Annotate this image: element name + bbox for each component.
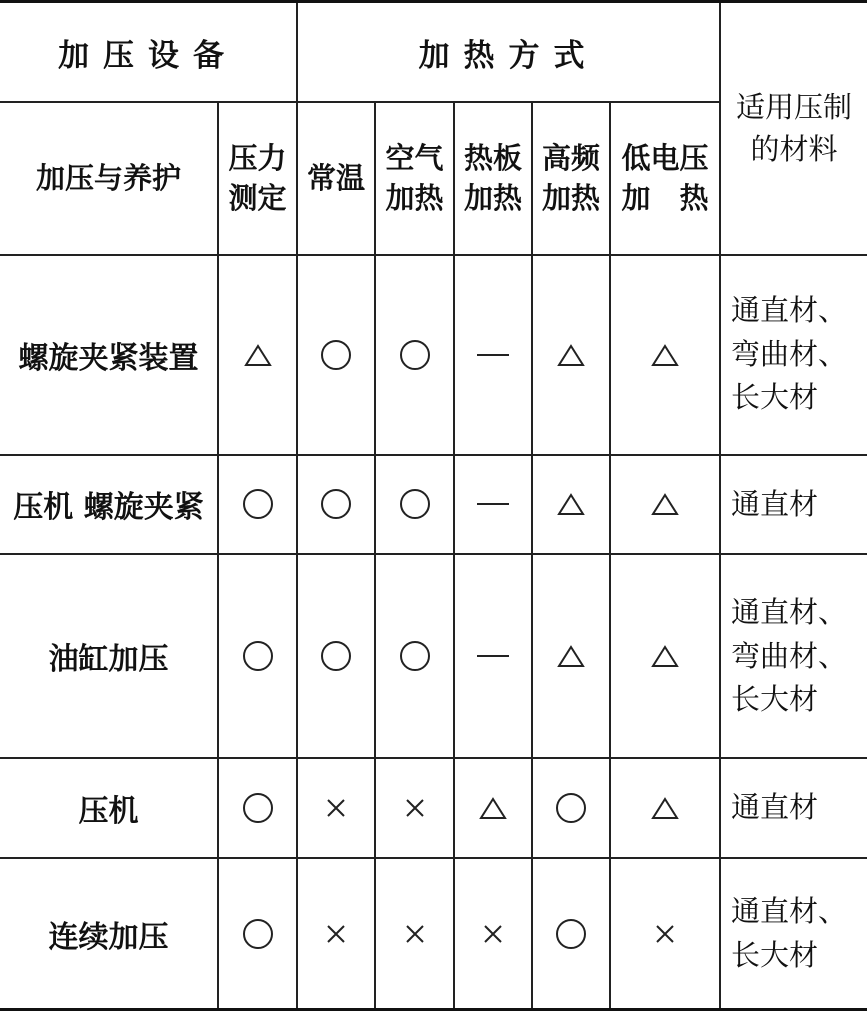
triangle-mark-icon	[554, 338, 588, 372]
cell-air-heating	[375, 255, 454, 455]
cell-pressure-measure	[218, 455, 297, 555]
row-label-equipment: 油缸加压	[0, 554, 218, 758]
header-heating-method: 加热方式	[297, 2, 720, 103]
circle-mark-icon	[554, 791, 588, 825]
cell-air-heating	[375, 758, 454, 858]
circle-mark-icon	[319, 639, 353, 673]
cell-pressure-measure	[218, 758, 297, 858]
header-equipment: 加压设备	[0, 2, 297, 103]
cell-air-heating	[375, 455, 454, 555]
dash-mark-icon	[473, 639, 513, 673]
cell-low-voltage-heating	[610, 455, 720, 555]
circle-mark-icon	[554, 917, 588, 951]
cell-pressure-measure	[218, 554, 297, 758]
triangle-mark-icon	[648, 791, 682, 825]
header-pressure-measure: 压力 测定	[218, 102, 297, 254]
cell-suitable-materials: 通直材、 弯曲材、 长大材	[720, 255, 867, 455]
triangle-mark-icon	[554, 639, 588, 673]
cell-air-heating	[375, 554, 454, 758]
cell-suitable-materials: 通直材、 弯曲材、 长大材	[720, 554, 867, 758]
header-press-and-cure: 加压与养护	[0, 102, 218, 254]
circle-mark-icon	[241, 791, 275, 825]
cell-high-frequency-heating	[532, 858, 610, 1009]
table-row	[0, 758, 867, 858]
table-row	[0, 255, 867, 455]
circle-mark-icon	[319, 338, 353, 372]
cell-high-frequency-heating	[532, 554, 610, 758]
cell-room-temp	[297, 858, 375, 1009]
cell-suitable-materials: 通直材	[720, 455, 867, 555]
header-hot-plate-heating: 热板 加热	[454, 102, 532, 254]
table-row	[0, 858, 867, 1009]
cell-low-voltage-heating	[610, 255, 720, 455]
row-label-equipment: 螺旋夹紧装置	[0, 255, 218, 455]
cell-suitable-materials: 通直材	[720, 758, 867, 858]
row-label-equipment: 压机	[0, 758, 218, 858]
cell-air-heating	[375, 858, 454, 1009]
triangle-mark-icon	[476, 791, 510, 825]
circle-mark-icon	[241, 487, 275, 521]
cell-room-temp	[297, 554, 375, 758]
row-label-equipment: 压机 螺旋夹紧	[0, 455, 218, 555]
header-room-temp: 常温	[297, 102, 375, 254]
cross-mark-icon	[319, 791, 353, 825]
circle-mark-icon	[319, 487, 353, 521]
cell-hot-plate-heating	[454, 758, 532, 858]
cell-low-voltage-heating	[610, 858, 720, 1009]
circle-mark-icon	[398, 338, 432, 372]
header-air-heating: 空气 加热	[375, 102, 454, 254]
triangle-mark-icon	[554, 487, 588, 521]
cell-hot-plate-heating	[454, 858, 532, 1009]
cell-low-voltage-heating	[610, 758, 720, 858]
cell-pressure-measure	[218, 255, 297, 455]
circle-mark-icon	[398, 639, 432, 673]
header-high-frequency-heating: 高频 加热	[532, 102, 610, 254]
cell-hot-plate-heating	[454, 554, 532, 758]
cell-pressure-measure	[218, 858, 297, 1009]
circle-mark-icon	[241, 639, 275, 673]
cross-mark-icon	[648, 917, 682, 951]
cell-low-voltage-heating	[610, 554, 720, 758]
cell-high-frequency-heating	[532, 255, 610, 455]
header-suitable-materials: 适用压制 的材料	[720, 2, 867, 255]
table-row	[0, 554, 867, 758]
cell-room-temp	[297, 455, 375, 555]
cross-mark-icon	[398, 791, 432, 825]
cell-high-frequency-heating	[532, 455, 610, 555]
circle-mark-icon	[398, 487, 432, 521]
cross-mark-icon	[476, 917, 510, 951]
cell-room-temp	[297, 255, 375, 455]
cross-mark-icon	[398, 917, 432, 951]
table-row	[0, 455, 867, 555]
dash-mark-icon	[473, 487, 513, 521]
cell-room-temp	[297, 758, 375, 858]
triangle-mark-icon	[648, 639, 682, 673]
triangle-mark-icon	[648, 487, 682, 521]
cell-suitable-materials: 通直材、 长大材	[720, 858, 867, 1009]
cross-mark-icon	[319, 917, 353, 951]
row-label-equipment: 连续加压	[0, 858, 218, 1009]
triangle-mark-icon	[648, 338, 682, 372]
dash-mark-icon	[473, 338, 513, 372]
cell-hot-plate-heating	[454, 455, 532, 555]
cell-hot-plate-heating	[454, 255, 532, 455]
header-low-voltage-heating: 低电压 加 热	[610, 102, 720, 254]
cell-high-frequency-heating	[532, 758, 610, 858]
triangle-mark-icon	[241, 338, 275, 372]
circle-mark-icon	[241, 917, 275, 951]
